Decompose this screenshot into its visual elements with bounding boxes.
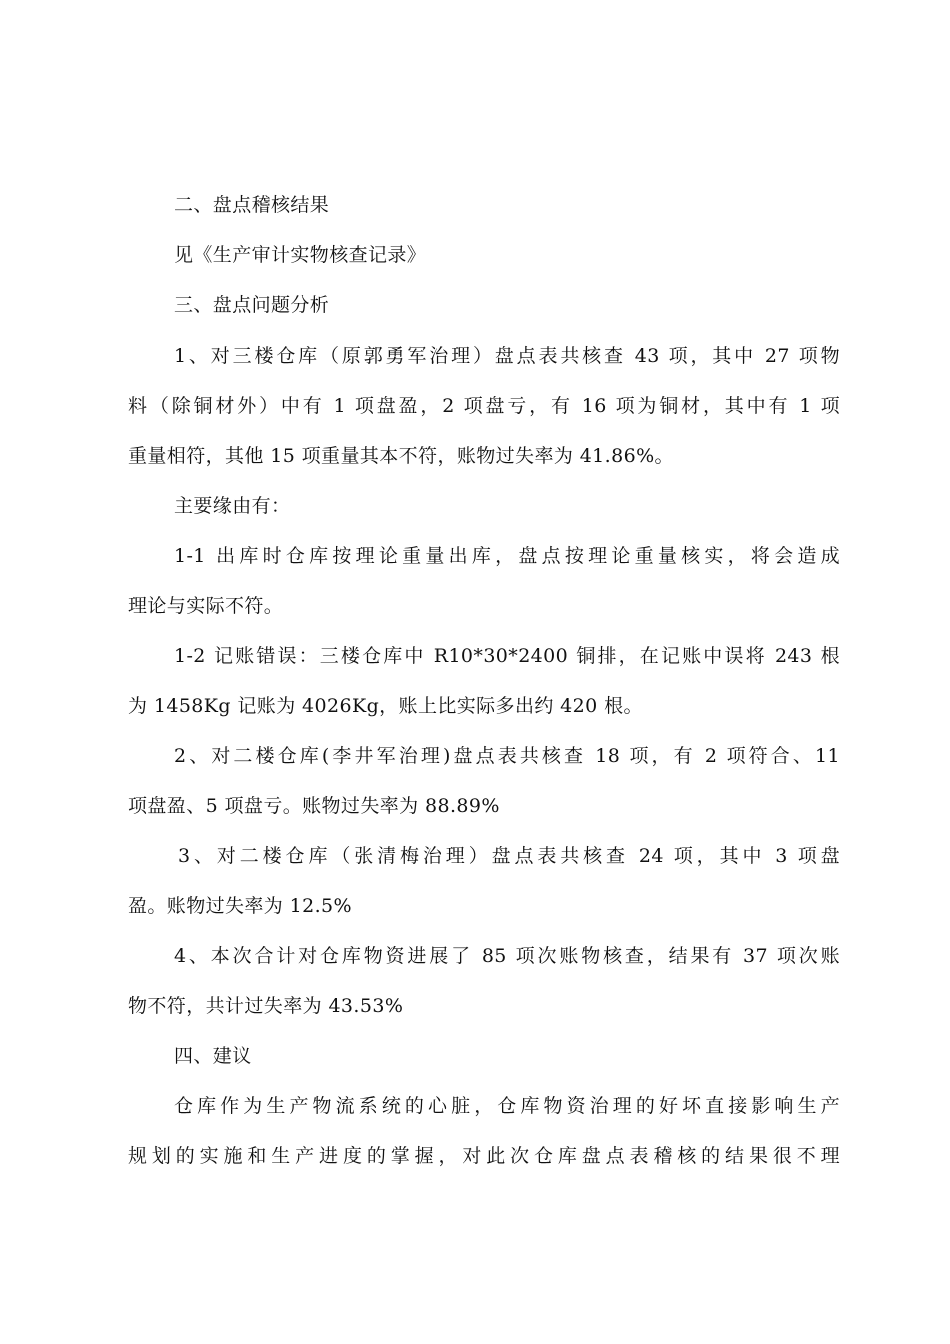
paragraph-line: 重量相符，其他 15 项重量其本不符，账物过失率为 41.86%。 <box>128 445 674 467</box>
paragraph-line: 盈。账物过失率为 12.5% <box>128 895 352 917</box>
paragraph-line: 为 1458Kg 记账为 4026Kg，账上比实际多出约 420 根。 <box>128 695 643 717</box>
paragraph-line: 1、对三楼仓库（原郭勇军治理）盘点表共核查 43 项，其中 27 项物 <box>174 345 840 367</box>
paragraph-line: 项盘盈、5 项盘亏。账物过失率为 88.89% <box>128 795 500 817</box>
paragraph-line: 3、对二楼仓库（张清梅治理）盘点表共核查 24 项，其中 3 项盘 <box>178 845 840 867</box>
paragraph-line: 物不符，共计过失率为 43.53% <box>128 995 404 1017</box>
paragraph-line: 理论与实际不符。 <box>128 595 284 617</box>
subheading-main-reasons: 主要缘由有： <box>174 495 291 517</box>
heading-problem-analysis: 三、盘点问题分析 <box>174 294 330 316</box>
paragraph-line: 1-1 出库时仓库按理论重量出库，盘点按理论重量核实，将会造成 <box>174 545 840 567</box>
reference-line: 见《生产审计实物核查记录》 <box>174 244 427 266</box>
heading-audit-results: 二、盘点稽核结果 <box>174 194 330 216</box>
paragraph-line: 料（除铜材外）中有 1 项盘盈，2 项盘亏，有 16 项为铜材，其中有 1 项 <box>128 395 840 417</box>
heading-suggestions: 四、建议 <box>174 1045 252 1067</box>
paragraph-line: 仓库作为生产物流系统的心脏，仓库物资治理的好坏直接影响生产 <box>174 1095 840 1117</box>
paragraph-line: 4、本次合计对仓库物资进展了 85 项次账物核查，结果有 37 项次账 <box>174 945 840 967</box>
paragraph-line: 规划的实施和生产进度的掌握，对此次仓库盘点表稽核的结果很不理 <box>128 1145 840 1167</box>
paragraph-line: 1-2 记账错误：三楼仓库中 R10*30*2400 铜排，在记账中误将 243 根 <box>174 645 840 667</box>
paragraph-line: 2、对二楼仓库(李井军治理)盘点表共核查 18 项，有 2 项符合、11 <box>174 745 840 767</box>
